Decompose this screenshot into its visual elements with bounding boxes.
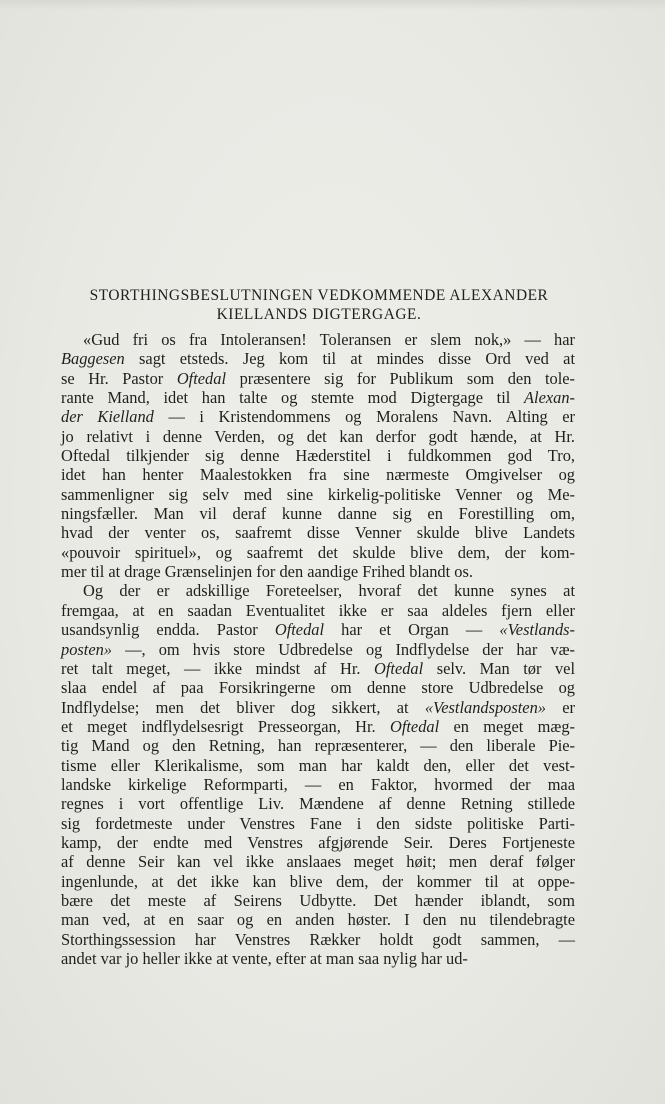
italic-run: Oftedal <box>389 716 440 736</box>
text-line <box>61 543 575 562</box>
text-line <box>61 659 575 678</box>
text-line <box>61 369 575 388</box>
text-line <box>61 601 575 620</box>
text-run: «pouvoir spirituel», og saafremt det skulde blive dem, der kom- <box>61 542 575 562</box>
text-run: selv. Man tør vel <box>423 658 575 678</box>
text-run: sammenligner sig selv med sine kirkelig-politiske Venner og Me- <box>61 484 575 504</box>
text-run: har et Organ — <box>324 620 500 640</box>
text-line <box>61 504 575 523</box>
text-run: kamp, der endte med Venstres afgjørende Seir. Deres Fortjeneste <box>61 832 575 852</box>
text-run: — i Kristendommens og Moralens Navn. Alting er <box>153 407 576 427</box>
text-run: tisme eller Klerikalisme, som man har kaldt den, eller det vest- <box>61 755 575 775</box>
text-run: ingenlunde, at det ikke kan blive dem, der kommer til at oppe- <box>61 871 575 891</box>
text-line <box>61 485 575 504</box>
text-line <box>61 330 575 349</box>
italic-run: Baggesen <box>61 349 125 369</box>
text-run: et meget indflydelsesrigt Presseorgan, Hr. <box>61 716 390 736</box>
text-run: man ved, at en saar og en anden høster. I den nu tilendebragte <box>61 910 575 930</box>
text-run: sig fordetmeste under Venstres Fane i den sidste politiske Parti- <box>61 813 575 833</box>
heading-line: KIELLANDS DIGTERGAGE. <box>216 306 422 323</box>
text-run: rante Mand, idet han talte og stemte mod Digtergage til <box>61 388 525 408</box>
text-line <box>61 640 575 659</box>
text-line <box>61 891 575 910</box>
text-run: Storthingssession har Venstres Rækker holdt godt sammen, — <box>61 929 575 949</box>
text-run: regnes i vort offentlige Liv. Mændene af denne Retning stillede <box>61 794 575 814</box>
text-line <box>61 775 575 794</box>
text-run: af denne Seir kan vel ikke anslaaes meget høit; men deraf følger <box>61 852 575 872</box>
text-run: ret talt meget, — ikke mindst af Hr. <box>61 658 375 678</box>
text-line <box>61 388 575 407</box>
text-line <box>61 523 575 542</box>
italic-run: «Vestlands- <box>499 620 575 640</box>
text-line <box>61 678 575 697</box>
text-run: Indflydelse; men det bliver dog sikkert, at <box>61 697 425 717</box>
text-line <box>61 446 575 465</box>
text-line <box>61 833 575 852</box>
text-run: præsentere sig for Publikum som den tole- <box>226 368 575 388</box>
text-run: hvad der venter os, saafremt disse Venner skulde blive Landets <box>61 523 575 543</box>
text-line <box>61 581 575 600</box>
chapter-heading <box>58 286 580 324</box>
text-run: landske kirkelige Reformparti, — en Faktor, hvormed der maa <box>61 774 575 794</box>
page-top-edge <box>0 0 665 10</box>
text-line <box>61 930 575 949</box>
text-run: usandsynlig endda. Pastor <box>61 620 275 640</box>
text-run: bære det meste af Seirens Udbytte. Det hænder iblandt, som <box>61 890 575 910</box>
text-line <box>61 407 575 426</box>
heading-line: STORTHINGSBESLUTNINGEN VEDKOMMENDE ALEXANDER <box>89 287 549 304</box>
italic-run: Oftedal <box>274 620 325 640</box>
italic-run: Oftedal <box>176 368 226 388</box>
italic-run: der Kielland <box>61 407 154 427</box>
text-run: tig Mand og den Retning, han repræsenterer, — den liberale Pie- <box>61 736 575 756</box>
text-run: Og der er adskillige Foreteelser, hvoraf det kunne synes at <box>83 581 575 601</box>
text-line <box>61 852 575 871</box>
text-line <box>61 465 575 484</box>
text-line <box>61 427 575 446</box>
italic-run: posten» <box>61 639 112 659</box>
text-run: —, om hvis store Udbredelse og Indflydelse der har væ- <box>112 639 575 659</box>
italic-run: Alexan- <box>524 388 575 408</box>
text-line <box>61 349 575 368</box>
text-run: sagt etsteds. Jeg kom til at mindes disse Ord ved at <box>124 349 575 369</box>
text-run: «Gud fri os fra Intoleransen! Toleransen er slem nok,» — har <box>83 330 575 349</box>
text-run: jo relativt i denne Verden, og det kan derfor godt hænde, at Hr. <box>61 426 575 446</box>
text-run: er <box>545 697 575 717</box>
text-run: slaa endel af paa Forsikringerne om denne store Udbredelse og <box>61 678 575 698</box>
text-line <box>61 756 575 775</box>
text-line <box>61 949 575 968</box>
text-line <box>61 872 575 891</box>
text-line <box>61 814 575 833</box>
text-line <box>61 910 575 929</box>
text-run: mer til at drage Grænselinjen for den aandige Frihed blandt os. <box>61 562 473 582</box>
text-run: ningsfæller. Man vil deraf kunne danne sig en Forestilling om, <box>61 504 575 524</box>
text-line <box>61 562 575 581</box>
body-text <box>61 330 575 968</box>
text-run: andet var jo heller ikke at vente, efter at man saa nylig har ud- <box>61 949 468 968</box>
text-run: en meget mæg- <box>439 716 575 736</box>
text-run: fremgaa, at en saadan Eventualitet ikke er saa aldeles fjern eller <box>61 600 575 620</box>
text-line <box>61 717 575 736</box>
italic-run: «Vestlandsposten» <box>424 697 546 717</box>
text-line <box>61 794 575 813</box>
text-run: idet han henter Maalestokken fra sine nærmeste Omgivelser og <box>61 465 575 485</box>
text-line <box>61 698 575 717</box>
text-run: Oftedal tilkjender sig denne Hæderstitel i fuldkommen god Tro, <box>61 446 575 466</box>
text-line <box>61 736 575 755</box>
text-run: se Hr. Pastor <box>61 368 177 388</box>
italic-run: Oftedal <box>374 658 424 678</box>
text-line <box>61 620 575 639</box>
